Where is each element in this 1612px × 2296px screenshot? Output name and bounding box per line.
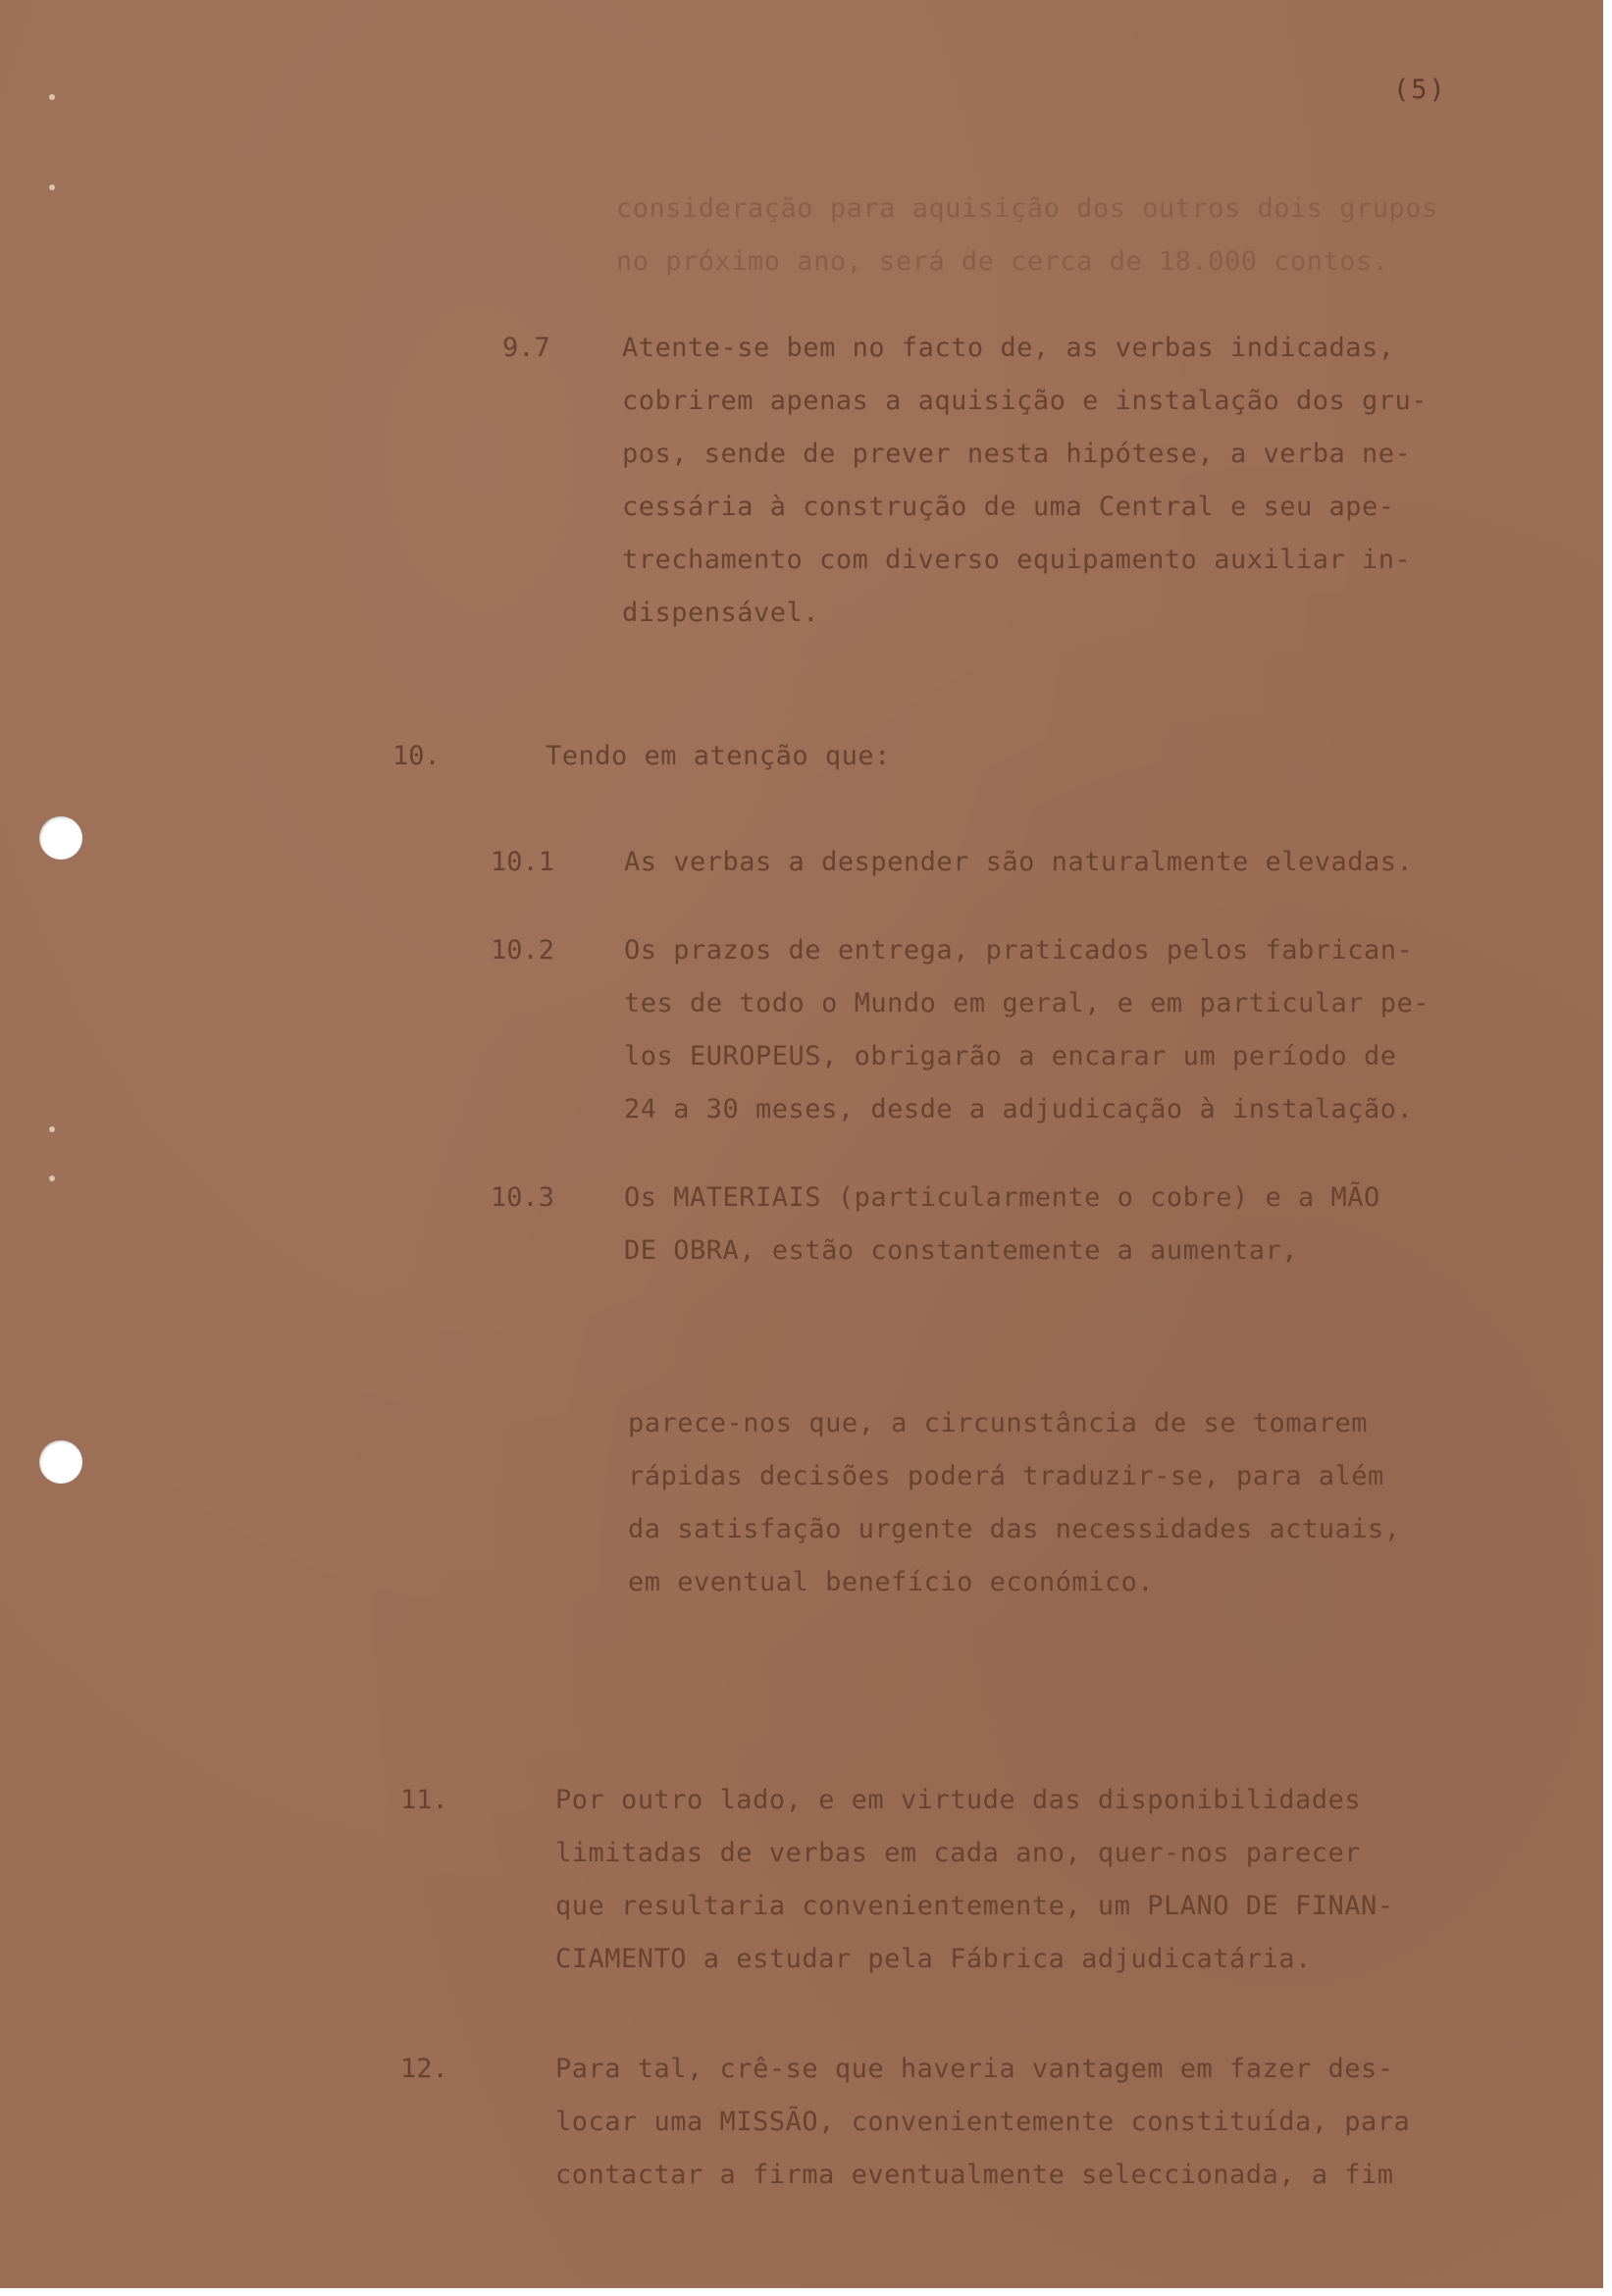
item-10-text xyxy=(546,730,891,783)
punch-hole-top xyxy=(39,816,82,860)
item-10-3-text xyxy=(624,1172,1380,1278)
text-line: 24 a 30 meses, desde a adjudicação à instalação. xyxy=(624,1094,1414,1124)
text-line: CIAMENTO a estudar pela Fábrica adjudicatária. xyxy=(555,1944,1312,1974)
paper-speck xyxy=(49,184,55,190)
text-line: consideração para aquisição dos outros dois grupos xyxy=(616,193,1438,224)
text-line: los EUROPEUS, obrigarão a encarar um período de xyxy=(624,1041,1397,1071)
text-line: parece-nos que, a circunstância de se tomarem xyxy=(628,1408,1368,1438)
text-line: trechamento com diverso equipamento auxiliar in- xyxy=(622,545,1412,575)
text-line: contactar a firma eventualmente seleccionada, a fim xyxy=(555,2160,1394,2190)
item-number: 10.1 xyxy=(491,847,555,877)
text-line: da satisfação urgente das necessidades actuais, xyxy=(628,1514,1401,1544)
paper-speck xyxy=(49,1126,55,1132)
item-number: 10.2 xyxy=(491,935,555,965)
item-number: 10. xyxy=(392,741,441,771)
text-line: pos, sende de prever nesta hipótese, a verba ne- xyxy=(622,439,1412,469)
item-10-1-text xyxy=(624,836,1413,889)
item-9-7-text xyxy=(622,322,1428,640)
text-line: DE OBRA, estão constantemente a aumentar, xyxy=(624,1235,1298,1266)
item-number: 12. xyxy=(400,2054,448,2084)
text-line: tes de todo o Mundo em geral, e em particular pe- xyxy=(624,988,1430,1018)
text-line: limitadas de verbas em cada ano, quer-nos parecer xyxy=(555,1838,1362,1868)
item-number: 9.7 xyxy=(502,333,550,363)
text-line: Atente-se bem no facto de, as verbas indicadas, xyxy=(622,333,1395,363)
item-12-text xyxy=(555,2043,1410,2202)
text-line: Para tal, crê-se que haveria vantagem em fazer des- xyxy=(555,2054,1394,2084)
item-10-2-text xyxy=(624,924,1430,1136)
text-line: Por outro lado, e em virtude das disponibilidades xyxy=(555,1785,1362,1815)
item-11-text xyxy=(555,1774,1394,1986)
page-number: (5) xyxy=(1393,75,1447,105)
text-line: no próximo ano, será de cerca de 18.000 contos. xyxy=(616,246,1389,277)
conclusion-paragraph xyxy=(628,1397,1401,1609)
paper-speck xyxy=(49,94,55,100)
text-line: As verbas a despender são naturalmente elevadas. xyxy=(624,847,1414,877)
text-line: Tendo em atenção que: xyxy=(546,741,891,771)
punch-hole-bottom xyxy=(39,1440,82,1484)
text-line: Os MATERIAIS (particularmente o cobre) e a MÃO xyxy=(624,1182,1380,1213)
text-line: rápidas decisões poderá traduzir-se, para além xyxy=(628,1461,1384,1491)
text-line: Os prazos de entrega, praticados pelos fabrican- xyxy=(624,935,1414,965)
intro-paragraph xyxy=(616,183,1438,288)
text-line: cessária à construção de uma Central e seu ape- xyxy=(622,492,1395,522)
item-number: 11. xyxy=(400,1785,448,1815)
text-line: que resultaria convenientemente, um PLANO DE FINAN- xyxy=(555,1891,1394,1921)
text-line: em eventual benefício económico. xyxy=(628,1567,1155,1597)
paper-speck xyxy=(49,1175,55,1181)
text-line: dispensável. xyxy=(622,598,820,628)
item-number: 10.3 xyxy=(491,1182,555,1213)
text-line: locar uma MISSÃO, convenientemente constituída, para xyxy=(555,2107,1411,2137)
text-line: cobrirem apenas a aquisição e instalação dos gru- xyxy=(622,386,1429,416)
